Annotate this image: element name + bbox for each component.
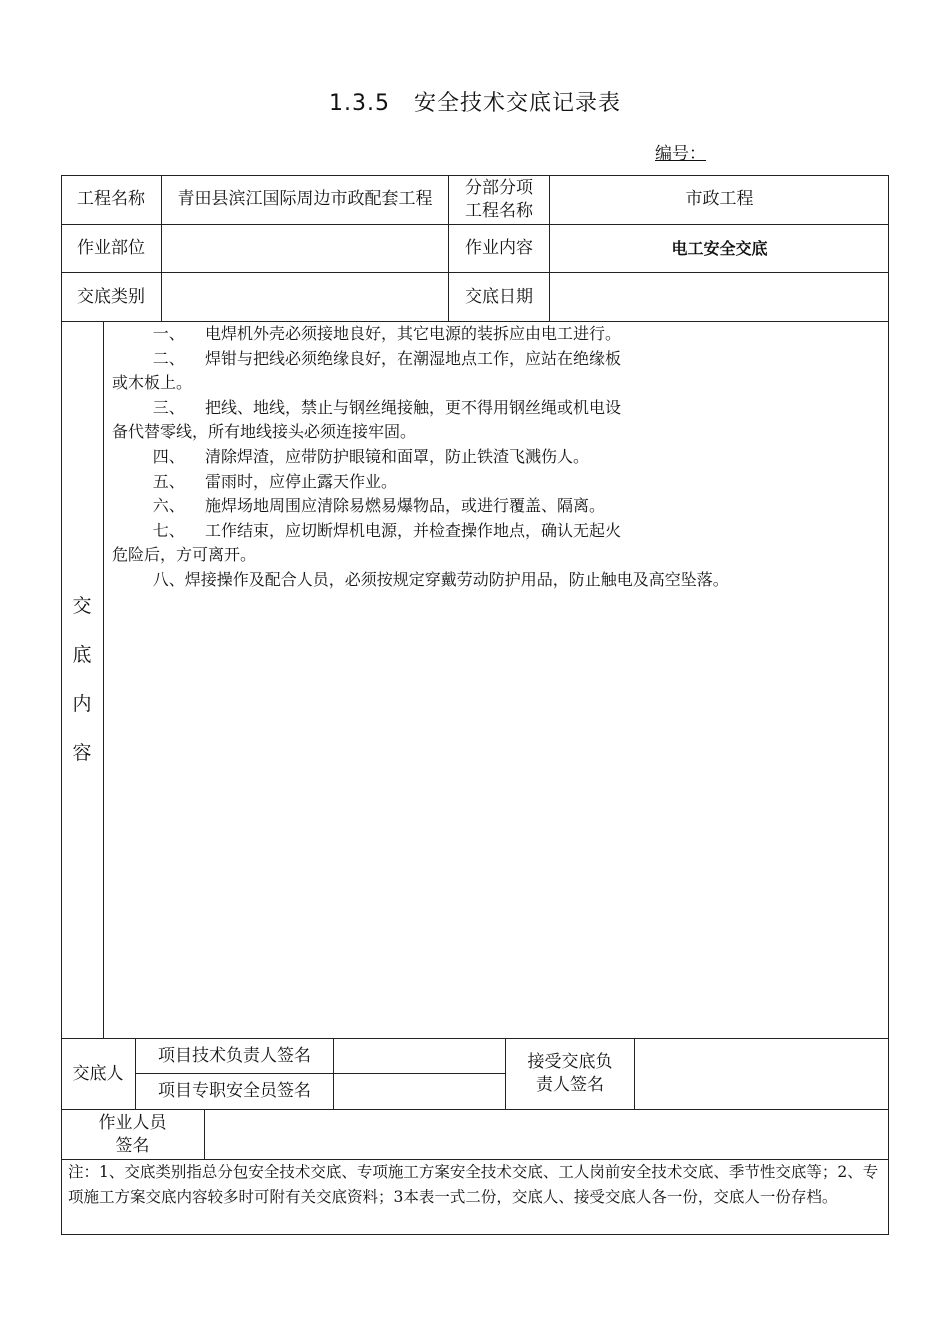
content-line: 五、 雷雨时，应停止露天作业。 — [112, 471, 398, 491]
number-field-label: 编号： — [655, 144, 706, 164]
label-char: 内 — [72, 693, 92, 715]
work-content-label: 作业内容 — [465, 238, 533, 258]
safety-officer-signature-field[interactable] — [334, 1074, 505, 1109]
content-line: 危险后，方可离开。 — [112, 545, 257, 565]
title-text: 安全技术交底记录表 — [413, 91, 621, 116]
briefing-content-body — [112, 322, 882, 593]
briefing-type-value[interactable] — [162, 273, 448, 321]
content-line: 三、 把线、地线，禁止与钢丝绳接触，更不得用钢丝绳或机电设 — [112, 397, 622, 417]
briefing-date-value[interactable] — [550, 273, 889, 321]
briefer-label: 交底人 — [72, 1063, 124, 1084]
project-name-label: 工程名称 — [77, 189, 145, 209]
work-location-value[interactable] — [162, 225, 448, 272]
workers-signature-label: 作业人员签名 — [98, 1112, 167, 1156]
sub-project-label: 分部分项工程名称 — [465, 177, 533, 221]
content-line: 或木板上。 — [112, 373, 193, 393]
footnote: 注：1、交底类别指总分包安全技术交底、专项施工方案安全技术交底、工人岗前安全技术交底、季节性交底等；2、专项施工方案交底内容较多时可附有关交底资料；3本表一式二份，交底人、接受交底人各一份，交底人一份存档。 — [68, 1163, 879, 1206]
label-char: 交 — [72, 595, 92, 617]
content-line: 备代替零线，所有地线接头必须连接牢固。 — [112, 422, 417, 442]
label-char: 容 — [72, 742, 92, 764]
content-line: 四、 清除焊渣，应带防护眼镜和面罩，防止铁渣飞溅伤人。 — [112, 446, 590, 466]
content-line: 六、 施焊场地周围应清除易燃易爆物品，或进行覆盖、隔离。 — [112, 496, 606, 516]
tech-lead-signature-label: 项目技术负责人签名 — [158, 1045, 311, 1066]
title-number: 1.3.5 — [329, 91, 390, 116]
page-title — [0, 86, 950, 117]
work-content-value: 电工安全交底 — [671, 239, 768, 258]
workers-signature-field[interactable] — [205, 1110, 889, 1159]
tech-lead-signature-field[interactable] — [334, 1039, 505, 1073]
work-location-label: 作业部位 — [77, 238, 145, 258]
content-line: 一、 电焊机外壳必须接地良好，其它电源的装拆应由电工进行。 — [112, 324, 622, 343]
receiver-signature-field[interactable] — [635, 1039, 889, 1109]
sub-project-value: 市政工程 — [685, 189, 754, 209]
briefing-type-label: 交底类别 — [77, 286, 145, 307]
project-name-value: 青田县滨江国际周边市政配套工程 — [177, 189, 433, 209]
safety-officer-signature-label: 项目专职安全员签名 — [158, 1081, 311, 1101]
content-line: 二、 焊钳与把线必须绝缘良好，在潮湿地点工作，应站在绝缘板 — [112, 348, 622, 368]
column-divider — [103, 321, 104, 1039]
label-char: 底 — [72, 644, 92, 666]
briefing-date-label: 交底日期 — [465, 286, 533, 307]
content-line: 七、 工作结束，应切断焊机电源，并检查操作地点，确认无起火 — [112, 520, 622, 540]
briefing-content-label — [61, 322, 103, 1038]
receiver-signature-label: 接受交底负责人签名 — [527, 1052, 613, 1095]
content-line: 八、焊接操作及配合人员，必须按规定穿戴劳动防护用品，防止触电及高空坠落。 — [112, 569, 729, 589]
